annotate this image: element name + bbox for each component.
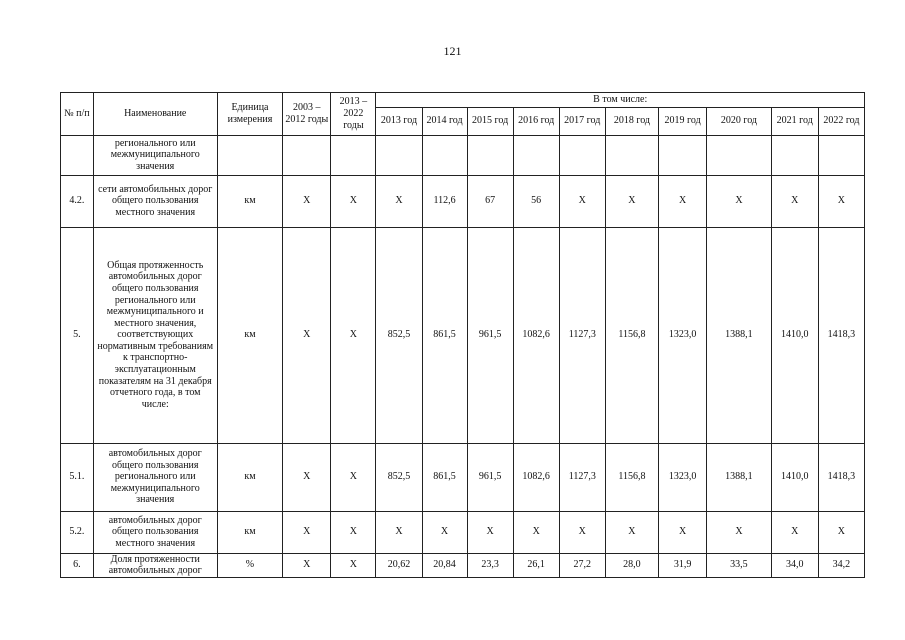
header-year: 2016 год	[513, 107, 559, 135]
header-year: 2022 год	[818, 107, 864, 135]
row-year-value	[818, 135, 864, 175]
row-period-2003-2012: X	[283, 553, 331, 577]
table-body	[61, 135, 865, 577]
row-year-value: 1410,0	[771, 443, 818, 511]
row-unit: км	[217, 511, 283, 553]
row-year-value: X	[818, 175, 864, 227]
row-name: Общая протяженность автомобильных дорог общего пользования регионального или межмуниципального и местного значения, соответствующих нормативным требованиям к транспортно-эксплуатационным показателям на 31 декабря отчетного года, в том числе:	[93, 227, 217, 443]
row-year-value	[376, 135, 422, 175]
row-period-2013-2022: X	[331, 227, 376, 443]
row-year-value: 1127,3	[559, 227, 605, 443]
row-year-value: X	[659, 511, 707, 553]
row-year-value: 27,2	[559, 553, 605, 577]
row-year-value: X	[659, 175, 707, 227]
header-unit: Единица измерения	[217, 93, 283, 136]
row-period-2003-2012: X	[283, 443, 331, 511]
row-year-value: 67	[467, 175, 513, 227]
row-year-value: 34,0	[771, 553, 818, 577]
row-year-value	[559, 135, 605, 175]
row-year-value: 1418,3	[818, 443, 864, 511]
table-row	[61, 443, 865, 511]
row-year-value: X	[467, 511, 513, 553]
row-year-value: 961,5	[467, 227, 513, 443]
row-year-value: X	[605, 511, 658, 553]
row-number: 5.	[61, 227, 94, 443]
row-year-value: 33,5	[707, 553, 772, 577]
row-year-value: X	[818, 511, 864, 553]
row-year-value: 23,3	[467, 553, 513, 577]
table-row	[61, 135, 865, 175]
row-year-value: 861,5	[422, 227, 467, 443]
row-year-value: X	[422, 511, 467, 553]
row-period-2013-2022: X	[331, 511, 376, 553]
header-year: 2020 год	[707, 107, 772, 135]
row-year-value: 1410,0	[771, 227, 818, 443]
header-name: Наименование	[93, 93, 217, 136]
header-year: 2014 год	[422, 107, 467, 135]
row-year-value: 1418,3	[818, 227, 864, 443]
row-year-value	[707, 135, 772, 175]
row-unit	[217, 135, 283, 175]
row-year-value: 112,6	[422, 175, 467, 227]
row-year-value: 1323,0	[659, 443, 707, 511]
row-period-2003-2012: X	[283, 511, 331, 553]
row-number: 6.	[61, 553, 94, 577]
row-year-value: 961,5	[467, 443, 513, 511]
row-name: сети автомобильных дорог общего пользования местного значения	[93, 175, 217, 227]
row-name: Доля протяженности автомобильных дорог	[93, 553, 217, 577]
header-year: 2015 год	[467, 107, 513, 135]
header-year: 2013 год	[376, 107, 422, 135]
page-number: 121	[443, 44, 462, 58]
row-year-value: 34,2	[818, 553, 864, 577]
header-num: № п/п	[61, 93, 94, 136]
row-period-2013-2022: X	[331, 553, 376, 577]
row-name: автомобильных дорог общего пользования регионального или межмуниципального значения	[93, 443, 217, 511]
row-year-value: 1127,3	[559, 443, 605, 511]
row-name: автомобильных дорог общего пользования местного значения	[93, 511, 217, 553]
row-unit: км	[217, 443, 283, 511]
row-period-2003-2012: X	[283, 175, 331, 227]
row-year-value: 852,5	[376, 443, 422, 511]
row-year-value: X	[771, 511, 818, 553]
row-year-value: 1323,0	[659, 227, 707, 443]
row-year-value: 1388,1	[707, 443, 772, 511]
row-number: 4.2.	[61, 175, 94, 227]
row-period-2013-2022: X	[331, 175, 376, 227]
table-row	[61, 553, 865, 577]
header-year: 2021 год	[771, 107, 818, 135]
row-year-value: 28,0	[605, 553, 658, 577]
row-year-value	[771, 135, 818, 175]
row-unit: км	[217, 175, 283, 227]
row-year-value: X	[559, 511, 605, 553]
row-year-value: 20,84	[422, 553, 467, 577]
row-year-value: 1082,6	[513, 443, 559, 511]
header-period-2003-2012: 2003 – 2012 годы	[283, 93, 331, 136]
row-year-value	[605, 135, 658, 175]
row-period-2003-2012: X	[283, 227, 331, 443]
row-year-value: X	[771, 175, 818, 227]
row-name: регионального или межмуниципального значения	[93, 135, 217, 175]
row-unit: %	[217, 553, 283, 577]
row-year-value: 20,62	[376, 553, 422, 577]
header-period-2013-2022: 2013 – 2022 годы	[331, 93, 376, 136]
row-period-2003-2012	[283, 135, 331, 175]
row-year-value	[422, 135, 467, 175]
row-year-value: 56	[513, 175, 559, 227]
row-year-value: X	[559, 175, 605, 227]
row-year-value: X	[707, 175, 772, 227]
table-row	[61, 175, 865, 227]
row-year-value	[467, 135, 513, 175]
indicator-table	[60, 92, 865, 578]
row-number	[61, 135, 94, 175]
row-year-value: X	[513, 511, 559, 553]
row-number: 5.1.	[61, 443, 94, 511]
row-year-value: 852,5	[376, 227, 422, 443]
row-year-value: 26,1	[513, 553, 559, 577]
row-year-value: 861,5	[422, 443, 467, 511]
header-row-1	[61, 93, 865, 108]
header-including: В том числе:	[376, 93, 865, 108]
row-period-2013-2022: X	[331, 443, 376, 511]
row-year-value: 1156,8	[605, 227, 658, 443]
table-row	[61, 511, 865, 553]
row-year-value: X	[376, 175, 422, 227]
row-number: 5.2.	[61, 511, 94, 553]
table-row	[61, 227, 865, 443]
row-year-value: 1388,1	[707, 227, 772, 443]
row-year-value: 1082,6	[513, 227, 559, 443]
header-year: 2017 год	[559, 107, 605, 135]
row-year-value	[513, 135, 559, 175]
row-period-2013-2022	[331, 135, 376, 175]
row-year-value: X	[605, 175, 658, 227]
row-year-value: X	[707, 511, 772, 553]
row-year-value	[659, 135, 707, 175]
row-unit: км	[217, 227, 283, 443]
row-year-value: 31,9	[659, 553, 707, 577]
row-year-value: 1156,8	[605, 443, 658, 511]
row-year-value: X	[376, 511, 422, 553]
header-year: 2018 год	[605, 107, 658, 135]
header-year: 2019 год	[659, 107, 707, 135]
